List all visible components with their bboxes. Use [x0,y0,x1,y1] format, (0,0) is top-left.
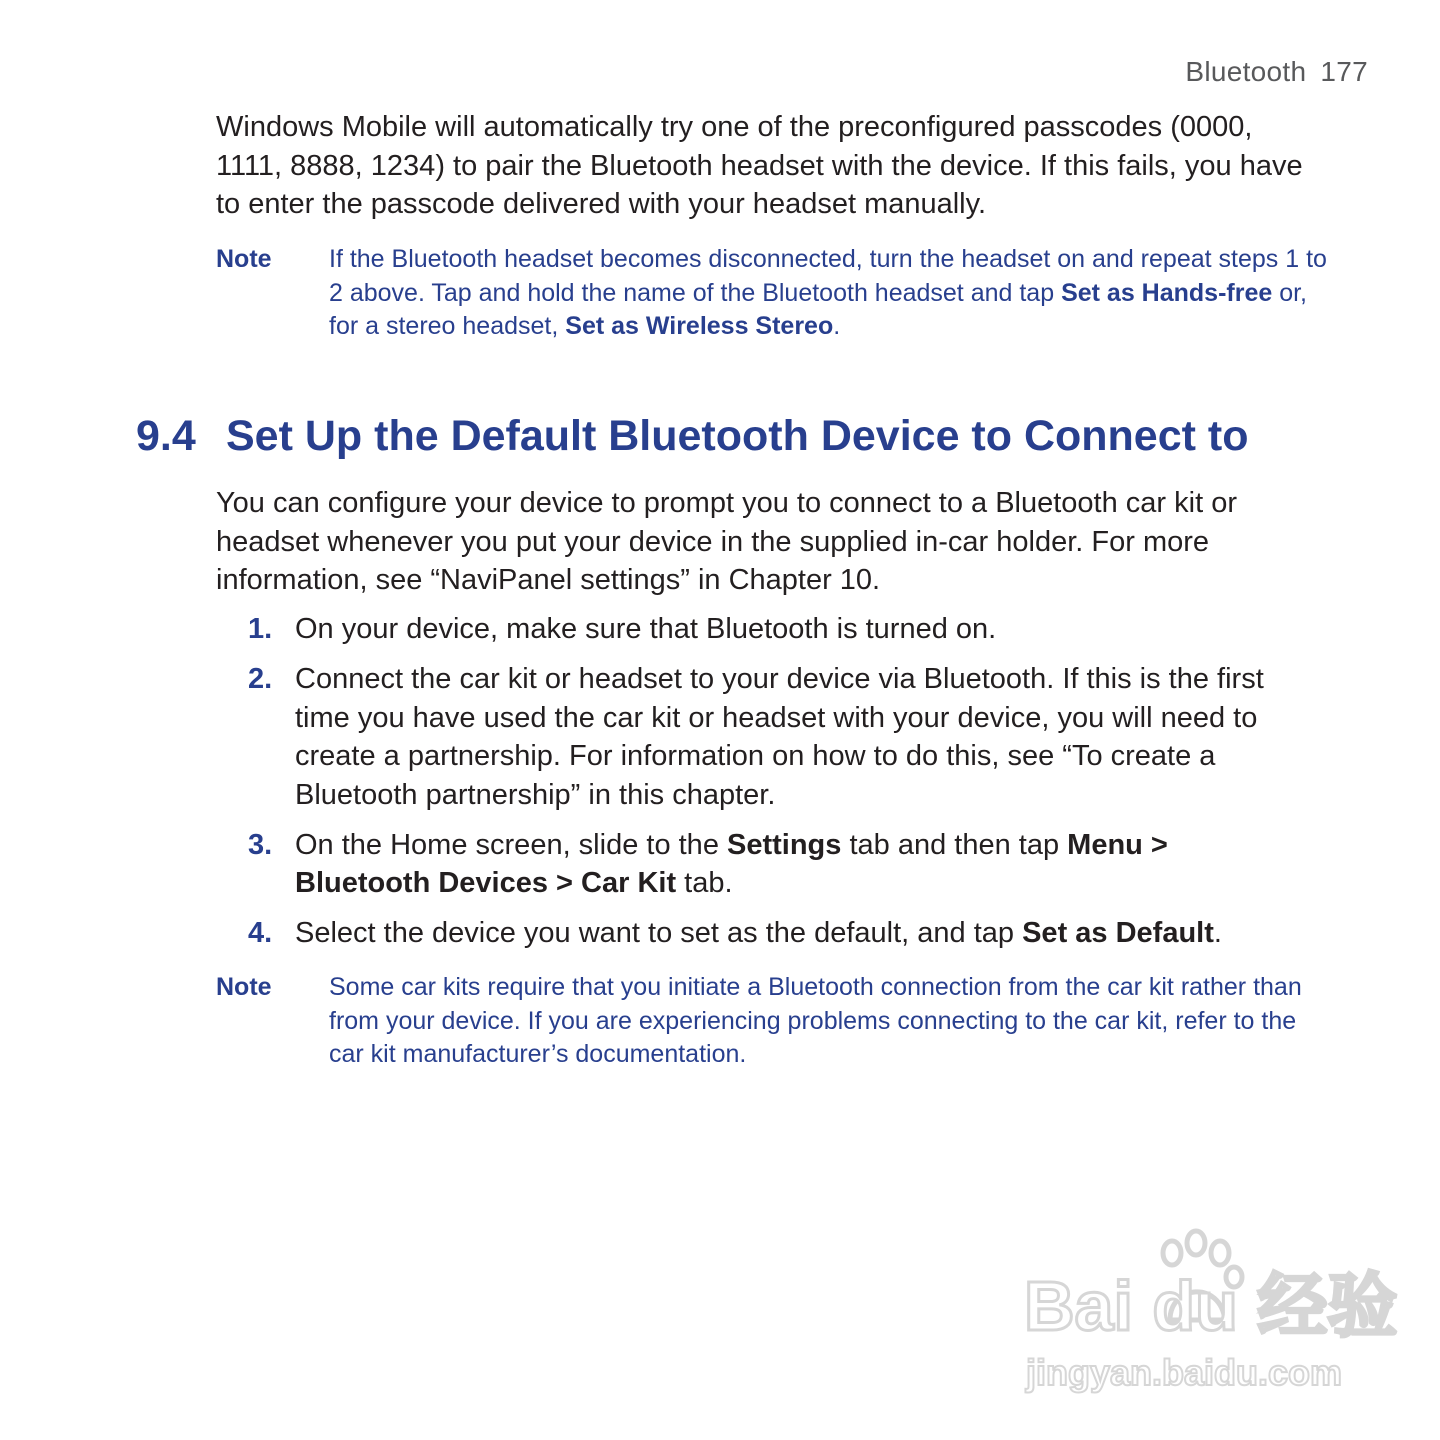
step-text-part: tab. [676,867,733,899]
note-emphasis-hands-free: Set as Hands-free [1061,278,1273,307]
baidu-jingyan-watermark [1020,1225,1398,1395]
section-heading [136,408,1249,464]
step-text-part: On the Home screen, slide to the [295,828,727,861]
step-emphasis-settings: Settings [727,828,842,861]
note-text: Some car kits require that you initiate a Bluetooth connection from the car kit rather than from your device. If you are experiencing problems connecting to the car kit, refer to the car kit manufacturer’s documentation. [329,973,1302,1068]
note-label: Note [216,973,272,1001]
note-text-part: or, for a stereo headset, [329,278,1308,340]
step-item [248,826,1308,903]
header-section-title: Bluetooth [1185,56,1307,87]
note-text-part: If the Bluetooth headset becomes disconnected, turn the headset on and repeat steps 1 to 2 above. Tap and hold the name of the Bluetooth headset and tap [329,245,1327,307]
step-number: 3. [248,828,273,861]
step-text: On your device, make sure that Bluetooth is turned on. [295,613,997,645]
step-text: Connect the car kit or headset to your device via Bluetooth. If this is the first time you have used the car kit or headset with your device, you will need to create a partnership. For information on how to do this, see “To create a Bluetooth partnership” in this chapter. [295,663,1264,811]
step-emphasis-menu-path: Menu > Bluetooth Devices > Car Kit [295,828,1168,899]
step-item [248,660,1308,814]
step-item [248,914,1308,953]
running-header [1185,56,1368,88]
step-number: 2. [248,663,273,695]
section-number: 9.4 [136,412,196,460]
note-text-part: . [833,312,841,340]
steps-list [248,610,1308,964]
step-number: 1. [248,613,273,645]
note-pairing [216,243,1336,344]
step-text-part: . [1213,917,1222,949]
watermark-logo: Bai du 经验 [1024,1267,1398,1345]
section-title: Set Up the Default Bluetooth Device to Connect to [226,412,1249,460]
step-text [295,914,1222,953]
note-label: Note [216,245,272,273]
step-number: 4. [248,917,273,949]
step-emphasis-set-as-default: Set as Default [1022,917,1214,949]
step-item [248,610,1308,649]
note-text [329,243,1336,344]
page-number: 177 [1320,56,1368,87]
intro-paragraph: Windows Mobile will automatically try one of the preconfigured passcodes (0000, 1111, 8888, 1234) to pair the Bluetooth headset with the device. If this fails, you have to enter the passcode delivered with your headset manually. [216,111,1303,220]
note-car-kit [216,971,1336,1072]
step-text-part: Select the device you want to set as the default, and tap [295,917,1023,949]
watermark-url: jingyan.baidu.com [1026,1352,1343,1393]
note-emphasis-wireless-stereo: Set as Wireless Stereo [565,312,834,340]
step-text-part: tab and then tap [841,828,1068,861]
step-text [295,826,1308,903]
section-paragraph: You can configure your device to prompt you to connect to a Bluetooth car kit or headset whenever you put your device in the supplied in-car holder. For more information, see “NaviPanel settings” in Chapter 10. [216,487,1237,596]
